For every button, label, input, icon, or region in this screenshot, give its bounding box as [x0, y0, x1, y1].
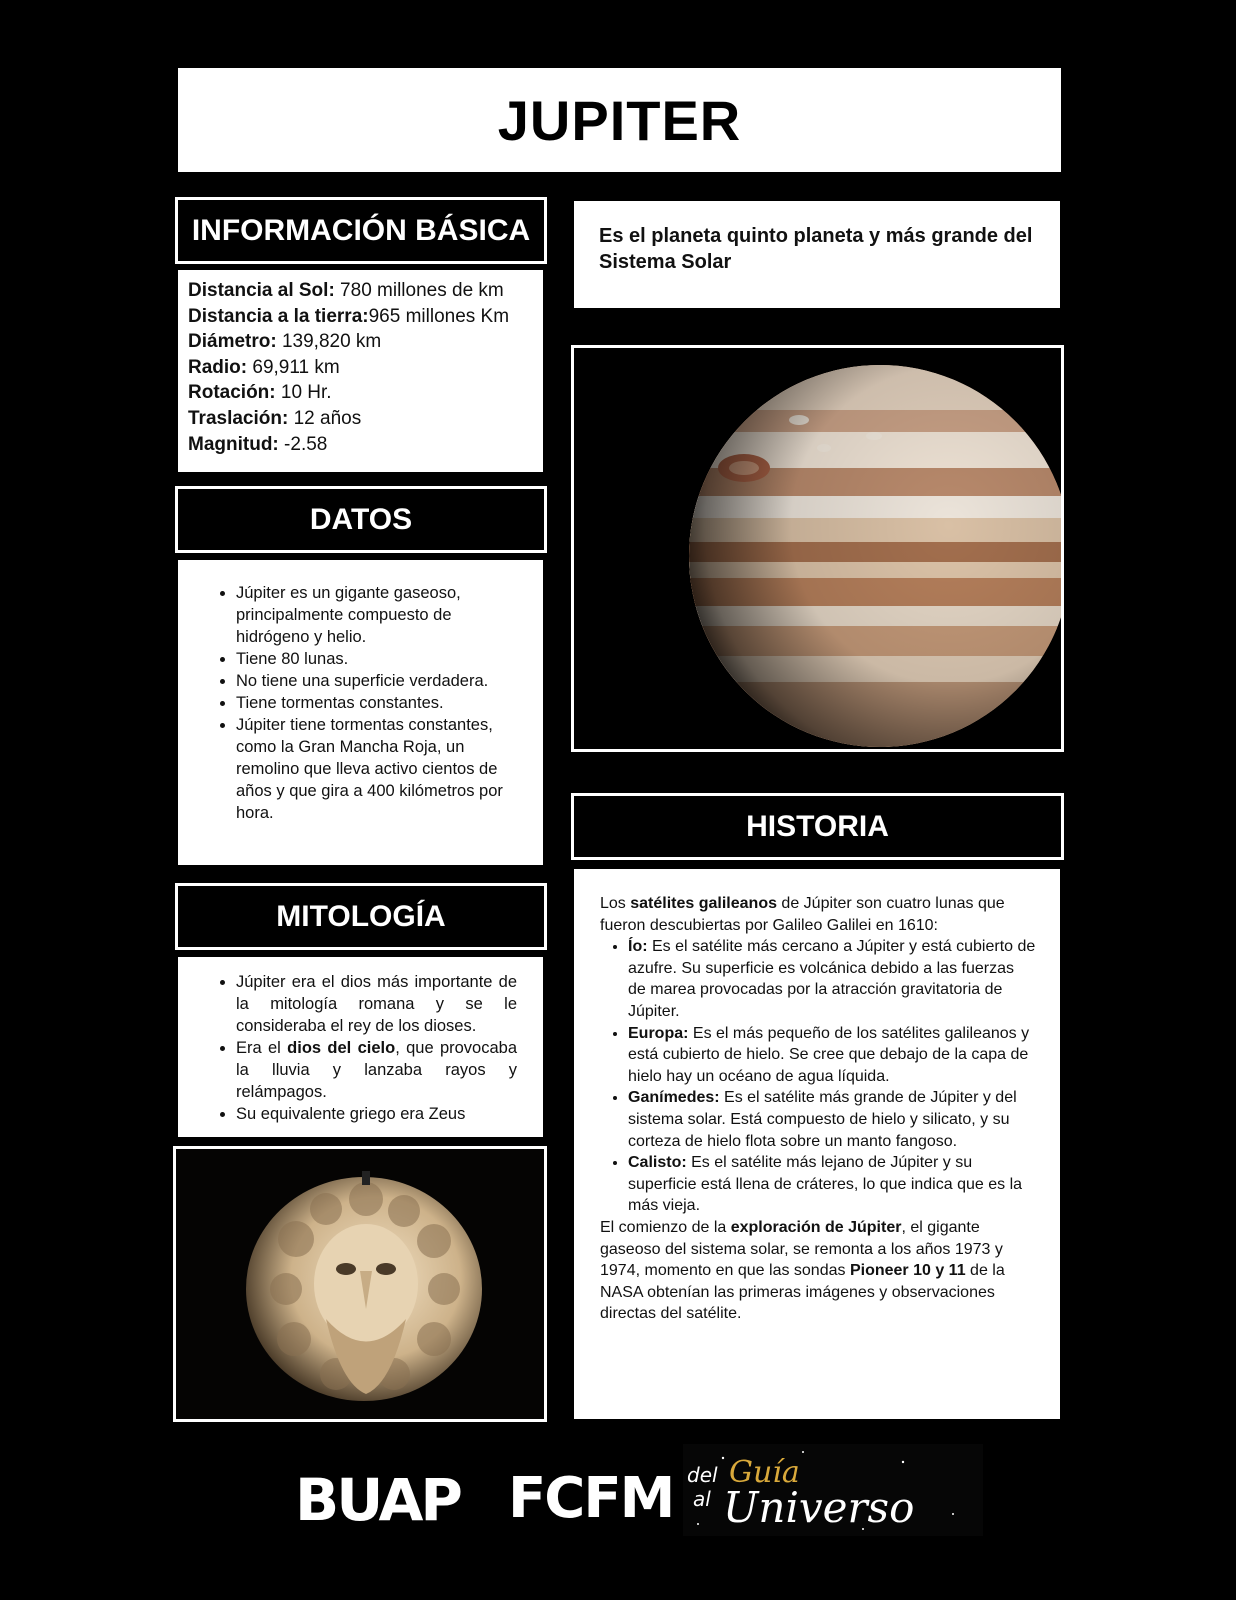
historia-panel: [574, 869, 1060, 1419]
historia-exploration: El comienzo de la exploración de Júpiter, el gigante gaseoso del sistema solar, se remonta a los años 1973 y 1974, momento en que las sondas Pioneer 10 y 11 de la NASA obtenían las primeras imágenes y observaciones directas del satélite.: [600, 1218, 1005, 1323]
info-row: Radio: 69,911 km: [188, 356, 340, 378]
jupiter-planet-illustration: [574, 348, 1061, 749]
mitologia-header: MITOLOGÍA: [175, 883, 547, 950]
list-item: • Calisto: Es el satélite más lejano de Júpiter y su superficie está llena de cráteres, lo que indica que es la más vieja.: [628, 1152, 1036, 1217]
list-item: • Era el dios del cielo, que provocaba la lluvia y lanzaba rayos y relámpagos.: [236, 1037, 517, 1103]
list-item: • Su equivalente griego era Zeus: [236, 1103, 517, 1125]
buap-logo: BUAP: [295, 1466, 460, 1534]
info-row: Magnitud: -2.58: [188, 433, 328, 455]
universo-word-text: Universo: [723, 1483, 915, 1532]
historia-header: HISTORIA: [571, 793, 1064, 860]
guia-del-text: del: [687, 1463, 718, 1487]
intro-text: Es el planeta quinto planeta y más grande del Sistema Solar: [574, 201, 1060, 308]
info-row: Traslación: 12 años: [188, 407, 362, 429]
datos-panel: [178, 560, 543, 865]
list-item: • Ganímedes: Es el satélite más grande de Júpiter y del sistema solar. Está compuesto de hielo y silicato, y su corteza de hielo flota sobre un manto fangoso.: [628, 1087, 1036, 1152]
guia-universo-logo: [683, 1444, 983, 1536]
list-item: • Tiene tormentas constantes.: [236, 692, 517, 714]
list-item: • Tiene 80 lunas.: [236, 648, 517, 670]
footer-logos: [0, 1444, 1236, 1544]
fcfm-logo: FCFM: [508, 1466, 674, 1531]
list-item: • Ío: Es el satélite más cercano a Júpiter y está cubierto de azufre. Su superficie es volcánica debido a las fuerzas de marea provocadas por la atracción gravitatoria de Júpiter.: [628, 936, 1036, 1022]
moons-list: [600, 936, 1036, 1217]
basic-info-header: INFORMACIÓN BÁSICA: [175, 197, 547, 264]
historia-intro: Los satélites galileanos de Júpiter son cuatro lunas que fueron descubiertas por Galileo Galilei en 1610:: [600, 895, 1005, 934]
datos-header: DATOS: [175, 486, 547, 553]
list-item: • No tiene una superficie verdadera.: [236, 670, 517, 692]
list-item: • Júpiter era el dios más importante de la mitología romana y se le consideraba el rey de los dioses.: [236, 971, 517, 1037]
basic-info-panel: [178, 270, 543, 472]
zeus-bust-illustration: [176, 1149, 544, 1419]
guia-al-text: al: [693, 1487, 711, 1511]
info-row: Distancia a la tierra:965 millones Km: [188, 305, 510, 327]
guia-universo-illustration: [683, 1444, 983, 1536]
info-row: Diámetro: 139,820 km: [188, 331, 382, 353]
info-row: Rotación: 10 Hr.: [188, 382, 332, 404]
list-item: • Júpiter es un gigante gaseoso, principalmente compuesto de hidrógeno y helio.: [236, 582, 517, 648]
info-row: Distancia al Sol: 780 millones de km: [188, 280, 504, 301]
guia-word-text: Guía: [729, 1455, 800, 1490]
jupiter-image: [571, 345, 1064, 752]
page-title: JUPITER: [178, 68, 1061, 172]
datos-list: [208, 582, 517, 824]
mitologia-list: [208, 971, 517, 1125]
mitologia-panel: [178, 957, 543, 1137]
zeus-bust-image: [173, 1146, 547, 1422]
list-item: • Europa: Es el más pequeño de los satélites galileanos y está cubierto de hielo. Se cree que debajo de la capa de hielo hay un océano de agua líquida.: [628, 1023, 1036, 1088]
list-item: • Júpiter tiene tormentas constantes, como la Gran Mancha Roja, un remolino que lleva activo cientos de años y que gira a 400 kilómetros por hora.: [236, 714, 517, 824]
